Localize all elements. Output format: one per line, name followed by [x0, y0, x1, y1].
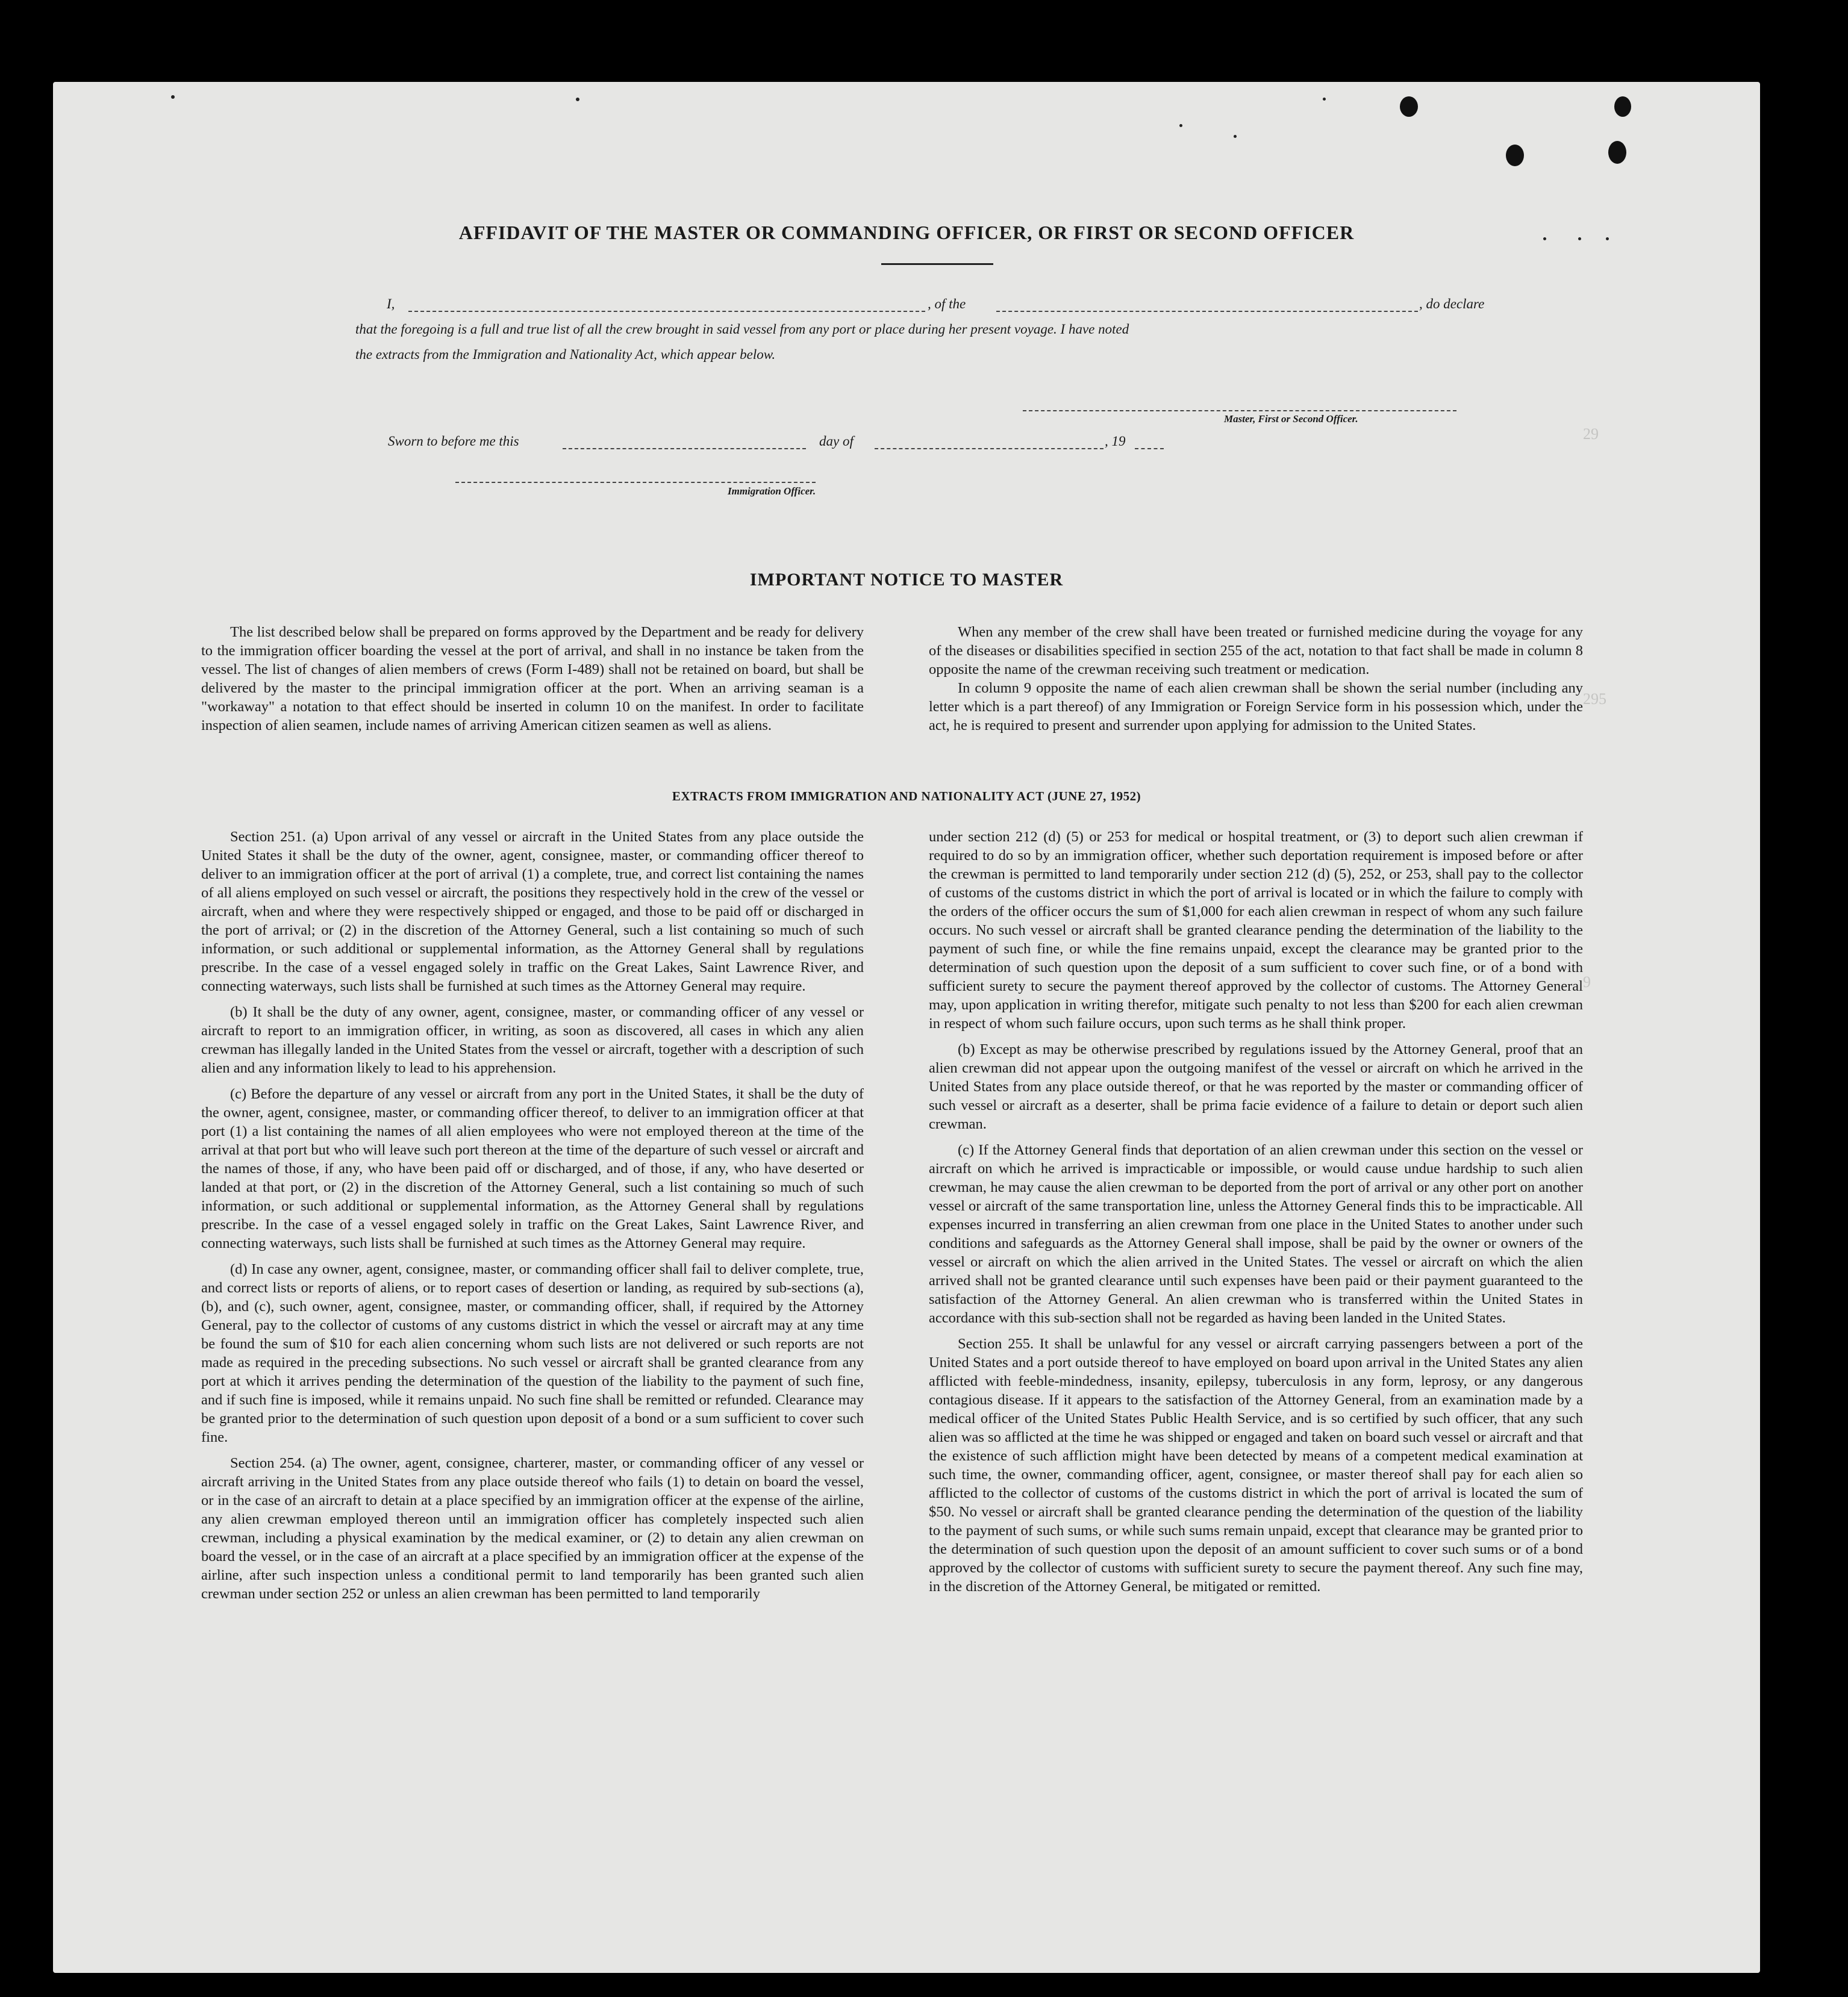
- section-251-c: (c) Before the departure of any vessel or aircraft from any port in the United States, it shall be the duty of the owner, agent, consignee, master, or commanding officer thereof, to deliver to an immigration officer at that port (1) a list containing the names of all alien employees who were not employed thereon at the time of the arrival at that port but who will leave such port thereon at the time of the departure of such vessel or aircraft and the names of those, if any, who have been paid off or discharged, and of those, if any, who have deserted or landed at that port, or (2) in the discretion of the Attorney General, such a list containing so much of such information, or such additional or supplemental information, as the Attorney General shall by regulations prescribe. In the case of a vessel engaged solely in traffic on the Great Lakes, Saint Lawrence River, and connecting waterways, such lists shall be furnished at such times as the Attorney General may require.: [201, 1086, 864, 1251]
- speck: [1179, 124, 1182, 127]
- day-of-label: day of: [819, 434, 854, 449]
- notice-left-paragraph: The list described below shall be prepared on forms approved by the Department and be ready for delivery to the immigration officer boarding the vessel at the port of arrival, and shall in no instance be taken from the vessel. The list of changes of alien members of crews (Form I-489) shall not be retained on board, but shall be delivered by the master to the principal immigration officer at the port. When an arriving seaman is a "workaway" a notation to that effect should be inserted in column 10 on the manifest. In order to facilitate inspection of alien seamen, include names of arriving American citizen seamen as well as aliens.: [201, 624, 864, 734]
- master-signature-field[interactable]: [1023, 410, 1456, 411]
- declaration-of-the: , of the: [928, 296, 966, 311]
- section-251-a: Section 251. (a) Upon arrival of any vessel or aircraft in the United States from any place outside the United States it shall be the duty of the owner, agent, consignee, master, or commanding officer thereof to deliver to an immigration officer at the port of arrival (1) a complete, true, and correct list containing the names of all aliens employed on such vessel or aircraft, the positions they respectively hold in the crew of the vessel or aircraft, when and where they were respectively shipped or engaged, and those to be paid off or discharged in the port of arrival; or (2) in the discretion of the Attorney General, such a list containing so much of such information, or such additional or supplemental information, as the Attorney General shall by regulations prescribe. In the case of a vessel engaged solely in traffic on the Great Lakes, Saint Lawrence River, and connecting waterways, such lists shall be furnished at such times as the Attorney General may require.: [201, 829, 864, 994]
- vessel-field[interactable]: [996, 311, 1418, 312]
- punch-hole: [1400, 96, 1418, 117]
- sworn-day-field[interactable]: [563, 448, 806, 449]
- extracts-right-column: [929, 827, 1583, 1603]
- bleed-through: 9: [1583, 973, 1591, 991]
- section-251-d: (d) In case any owner, agent, consignee, master, or commanding officer shall fail to deliver complete, true, and correct lists or reports of aliens, or to report cases of desertion or landing, as required by sub-sections (a), (b), and (c), such owner, agent, consignee, master, or commanding officer, shall, if required by the Attorney General, pay to the collector of customs of any customs district in which the vessel or aircraft may at any time be found the sum of $10 for each alien concerning whom such lists are not delivered or such reports are not made as required in the preceding subsections. No such vessel or aircraft shall be granted clearance from any port at which it arrives pending the determination of the question of the liability to the payment of such fine, and if such fine is imposed, while it remains unpaid. No such fine shall be remitted or refunded. Clearance may be granted prior to the determination of such question upon deposit of a bond or a sum sufficient to cover such fine.: [201, 1261, 864, 1445]
- speck: [576, 98, 579, 101]
- name-field[interactable]: [408, 311, 925, 312]
- punch-hole: [1608, 141, 1626, 164]
- section-251-b: (b) It shall be the duty of any owner, agent, consignee, master, or commanding officer of any vessel or aircraft to report to an immigration officer, in writing, as soon as discovered, all cases in which any alien crewman has illegally landed in the United States from the vessel or aircraft, together with a description of such alien and any information likely to lead to his apprehension.: [201, 1004, 864, 1076]
- declaration-i: I,: [387, 296, 395, 311]
- punch-hole: [1614, 96, 1631, 117]
- year-label: , 19: [1105, 434, 1126, 449]
- speck: [1234, 135, 1237, 138]
- declaration-do-declare: , do declare: [1419, 296, 1485, 311]
- speck: [1323, 98, 1326, 101]
- declaration-line-2: that the foregoing is a full and true list of all the crew brought in said vessel from any port or place during her present voyage. I have noted: [355, 322, 1129, 337]
- sworn-label: Sworn to before me this: [388, 434, 519, 449]
- title-rule: [881, 263, 993, 265]
- extracts-left-column: [201, 827, 864, 1610]
- sworn-month-field[interactable]: [875, 448, 1103, 449]
- affidavit-title: AFFIDAVIT OF THE MASTER OR COMMANDING OFFICER, OR FIRST OR SECOND OFFICER: [458, 222, 1355, 243]
- section-255: Section 255. It shall be unlawful for any vessel or aircraft carrying passengers between a port of the United States and a port outside thereof to have employed on board upon arrival in the United States any alien afflicted with feeble-mindedness, insanity, epilepsy, tuberculosis in any form, leprosy, or any dangerous contagious disease. If it appears to the satisfaction of the Attorney General, from an examination made by a medical officer of the United States Public Health Service, and is so certified by such officer, that any such alien was so afflicted at the time he was shipped or engaged and taken on board such vessel or aircraft and that the existence of such affliction might have been detected by means of a competent medical examination at such time, the owner, commanding officer, agent, consignee, or master thereof shall pay for each alien so afflicted to the collector of customs of the customs district in which the port of arrival is located the sum of $50. No vessel or aircraft shall be granted clearance pending the determination of the question of the liability to the payment of such sums, or while such sums remain unpaid, except that clearance may be granted prior to the determination of such question upon the deposit of an amount sufficient to cover such sums or of a bond approved by the collector of customs with sufficient surety to secure the payment thereof. Any such fine may, in the discretion of the Attorney General, be mitigated or remitted.: [929, 1336, 1583, 1595]
- sworn-year-field[interactable]: [1135, 448, 1164, 449]
- section-254-a-continued: under section 212 (d) (5) or 253 for medical or hospital treatment, or (3) to deport such alien crewman if required to do so by an immigration officer, whether such deportation requirement is imposed before or after the crewman is permitted to land temporarily under section 212 (d) (5), 252, or 253, shall pay to the collector of customs of the customs district in which the port of arrival is located or in which the failure to comply with the orders of the officer occurs the sum of $1,000 for each alien crewman in respect of whom any such failure occurs. No such vessel or aircraft shall be granted clearance pending the determination of the liability to the payment of such fine, or while the fine remains unpaid, except the clearance may be granted prior to the determination of such question upon the deposit of a sum sufficient to cover such fine, or of a bond with sufficient surety to secure the payment thereof approved by the collector of customs. The Attorney General may, upon application in writing therefor, mitigate such penalty to not less than $200 for each alien crewman in respect of whom such failure occurs, upon such terms as he shall think proper.: [929, 829, 1583, 1032]
- notice-right-paragraph-2: In column 9 opposite the name of each alien crewman shall be shown the serial number (including any letter which is a part thereof) of any Immigration or Foreign Service form in his possession which, under the act, he is required to present and surrender upon applying for admission to the United States.: [929, 680, 1583, 734]
- bleed-through: 295: [1583, 690, 1606, 708]
- notice-right-paragraph-1: When any member of the crew shall have been treated or furnished medicine during the voyage for any of the diseases or disabilities specified in section 255 of the act, notation to that fact shall be made in column 8 opposite the name of the crewman receiving such treatment or medication.: [929, 624, 1583, 678]
- bleed-through: 29: [1583, 425, 1599, 443]
- section-254-a: Section 254. (a) The owner, agent, consignee, charterer, master, or commanding officer of any vessel or aircraft arriving in the United States from any place outside thereof who fails (1) to detain on board the vessel, or in the case of an aircraft to detain at a place specified by an immigration officer at the expense of the airline, any alien crewman employed thereon until an immigration officer has completely inspected such alien crewman, including a physical examination by the medical examiner, or (2) to detain any alien crewman on board the vessel, or in the case of an aircraft at a place specified by an immigration officer at the expense of the airline, after such inspection unless a conditional permit to land temporarily has been granted such alien crewman under section 252 or unless an alien crewman has been permitted to land temporarily: [201, 1455, 864, 1602]
- declaration-line-3: the extracts from the Immigration and Nationality Act, which appear below.: [355, 347, 776, 362]
- document-page: [53, 82, 1760, 1973]
- notice-title: IMPORTANT NOTICE TO MASTER: [749, 570, 1064, 590]
- notice-left-column: [201, 623, 864, 735]
- speck: [171, 95, 175, 99]
- master-caption: Master, First or Second Officer.: [1224, 413, 1358, 425]
- punch-hole: [1506, 145, 1524, 166]
- immigration-officer-signature-field[interactable]: [455, 482, 816, 483]
- section-254-c: (c) If the Attorney General finds that deportation of an alien crewman under this section on the vessel or aircraft on which he arrived is impracticable or impossible, or would cause undue hardship to such alien crewman, he may cause the alien crewman to be deported from the port of arrival or any other port on another vessel or aircraft of the same transportation line, unless the Attorney General finds this to be impracticable. All expenses incurred in transferring an alien crewman from one place in the United States to another under such conditions and safeguards as the Attorney General shall impose, shall be paid by the owner or owners of the vessel or aircraft on which the alien arrived in the United States. The vessel or aircraft on which the alien arrived shall not be granted clearance until such expenses have been paid or their payment guaranteed to the satisfaction of the Attorney General. An alien crewman who is transferred within the United States in accordance with this sub-section shall not be regarded as having been landed in the United States.: [929, 1142, 1583, 1326]
- section-254-b: (b) Except as may be otherwise prescribed by regulations issued by the Attorney General, proof that an alien crewman did not appear upon the outgoing manifest of the vessel or aircraft on which he arrived in the United States from any place outside thereof, or that he was reported by the master or commanding officer of such vessel or aircraft as a deserter, shall be prima facie evidence of a failure to detain or deport such alien crewman.: [929, 1041, 1583, 1132]
- extracts-title: EXTRACTS FROM IMMIGRATION AND NATIONALITY ACT (JUNE 27, 1952): [672, 789, 1141, 803]
- immigration-caption: Immigration Officer.: [728, 485, 816, 497]
- notice-right-column: [929, 623, 1583, 735]
